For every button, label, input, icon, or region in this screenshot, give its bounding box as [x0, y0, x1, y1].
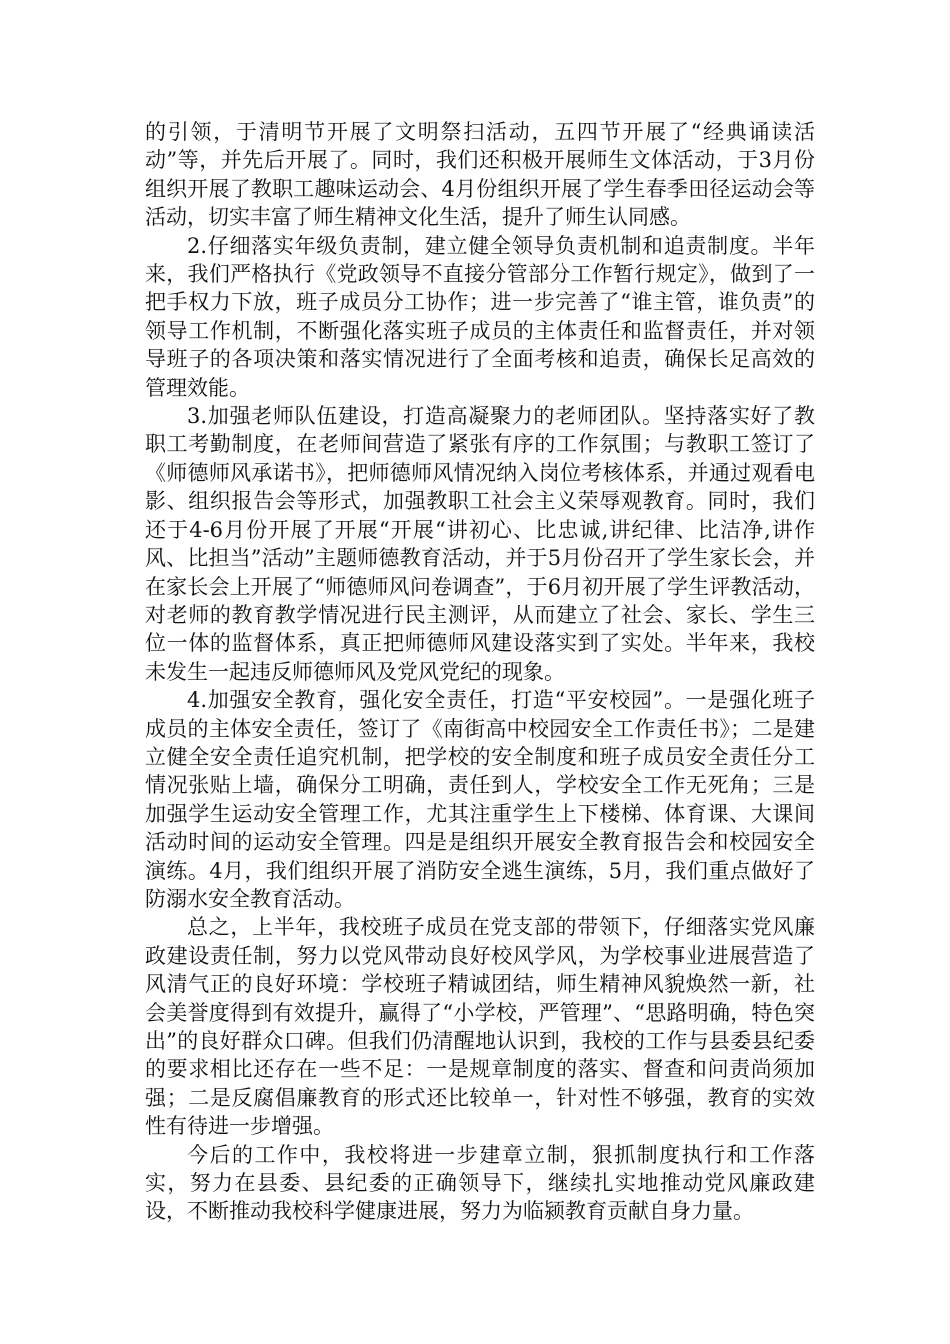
paragraph-continuation: 的引领，于清明节开展了文明祭扫活动，五四节开展了“经典诵读活动”等，并先后开展了。同时，我们还积极开展师生文体活动，于3月份组织开展了教职工趣味运动会、4月份组织开展了学生春季田径运动会等活动，切实丰富了师生精神文化生活，提升了师生认同感。: [145, 120, 815, 230]
paragraph-summary: 总之，上半年，我校班子成员在党支部的带领下，仔细落实党风廉政建设责任制，努力以党风带动良好校风学风，为学校事业进展营造了风清气正的良好环境：学校班子精诚团结，师生精神风貌焕然一新，社会美誉度得到有效提升，赢得了“小学校，严管理”、“思路明确，特色突出”的良好群众口碑。但我们仍清醒地认识到，我校的工作与县委县纪委的要求相比还存在一些不足：一是规章制度的落实、督查和问责尚须加强；二是反腐倡廉教育的形式还比较单一，针对性不够强，教育的实效性有待进一步增强。: [145, 915, 815, 1139]
paragraph-item-4: 4.加强安全教育，强化安全责任，打造“平安校园”。一是强化班子成员的主体安全责任，签订了《南街高中校园安全工作责任书》；二是建立健全安全责任追究机制，把学校的安全制度和班子成员安全责任分工情况张贴上墙，确保分工明确，责任到人，学校安全工作无死角；三是加强学生运动安全管理工作，尤其注重学生上下楼梯、体育课、大课间活动时间的运动安全管理。四是是组织开展安全教育报告会和校园安全演练。4月，我们组织开展了消防安全逃生演练，5月，我们重点做好了防溺水安全教育活动。: [145, 688, 815, 911]
paragraph-future-work: 今后的工作中，我校将进一步建章立制，狠抓制度执行和工作落实，努力在县委、县纪委的正确领导下，继续扎实地推动党风廉政建设，不断推动我校科学健康进展，努力为临颍教育贡献自身力量。: [145, 1142, 815, 1224]
paragraph-item-3: 3.加强老师队伍建设，打造高凝聚力的老师团队。坚持落实好了教职工考勤制度，在老师间营造了紧张有序的工作氛围；与教职工签订了《师德师风承诺书》，把师德师风情况纳入岗位考核体系，并通过观看电影、组织报告会等形式，加强教职工社会主义荣辱观教育。同时，我们还于4-6月份开展了开展“开展“讲初心、比忠诚,讲纪律、比洁净,讲作风、比担当”活动”主题师德教育活动，并于5月份召开了学生家长会，并在家长会上开展了“师德师风问卷调查”，于6月初开展了学生评教活动，对老师的教育教学情况进行民主测评，从而建立了社会、家长、学生三位一体的监督体系，真正把师德师风建设落实到了实处。半年来，我校未发生一起违反师德师风及党风党纪的现象。: [145, 404, 815, 684]
document-body: [145, 118, 815, 1226]
paragraph-item-2: 2.仔细落实年级负责制，建立健全领导负责机制和追责制度。半年来，我们严格执行《党政领导不直接分管部分工作暂行规定》，做到了一把手权力下放，班子成员分工协作；进一步完善了“谁主管，谁负责”的领导工作机制，不断强化落实班子成员的主体责任和监督责任，并对领导班子的各项决策和落实情况进行了全面考核和追责，确保长足高效的管理效能。: [145, 233, 815, 400]
